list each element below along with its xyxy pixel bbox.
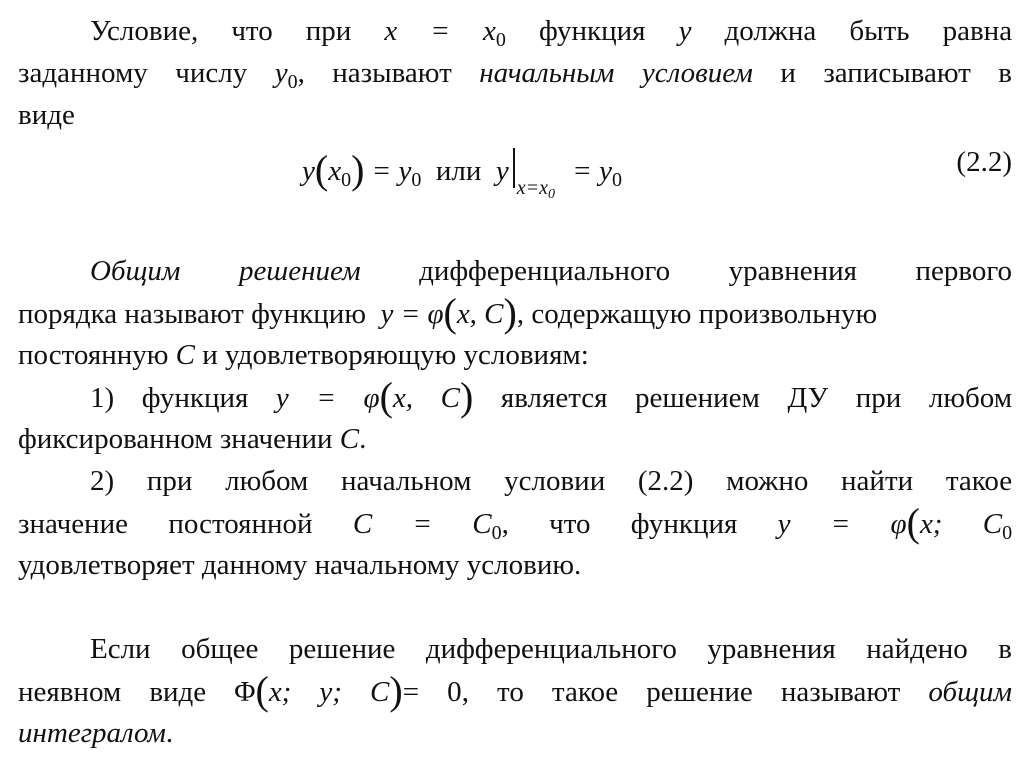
text: что — [549, 508, 591, 540]
variable-y0: y — [274, 57, 288, 89]
text: неявном — [18, 676, 122, 708]
document-page — [18, 10, 1012, 754]
text: то — [497, 676, 524, 708]
text: дифференциального — [419, 255, 671, 287]
text: постоянную — [18, 339, 169, 371]
text: и удовлетворяющую условиям: — [202, 339, 589, 371]
text: уравнения — [728, 255, 857, 287]
text: начальном — [340, 465, 472, 497]
variable-y: y — [678, 15, 692, 47]
formula-c-eq-c0: $C = C_0$, — [352, 508, 509, 544]
text: является — [500, 382, 608, 414]
paragraph-1-line-2 — [18, 52, 1012, 94]
paragraph-3-line-1 — [18, 628, 1012, 670]
text: фиксированном значении — [18, 423, 333, 455]
variable-c: C — [175, 339, 195, 371]
text: решение — [646, 676, 753, 708]
text: первого — [915, 255, 1013, 287]
text: условии (2.2) — [504, 465, 694, 497]
text: удовлетворяет данному начальному условию. — [18, 549, 582, 581]
text: при — [855, 382, 902, 414]
text: Если общее решение дифференциального уравнения найдено в — [90, 633, 1012, 665]
text: функция — [141, 382, 249, 414]
list-item-1-line-1 — [18, 376, 1012, 418]
text: называют — [780, 676, 901, 708]
list-item-2-line-3 — [18, 544, 1012, 586]
formula-x-eq-x0: $x = x_0$ — [384, 15, 506, 51]
formula-y-phi: y = φ(x, C) — [380, 290, 517, 335]
text: при — [305, 15, 352, 47]
list-number: 2) — [90, 465, 115, 497]
term-solution: решением — [238, 255, 361, 287]
term-general-integral-1: общим — [928, 676, 1013, 708]
text: должна — [724, 15, 817, 47]
text: равна — [942, 15, 1013, 47]
term-initial-condition: начальным условием — [479, 57, 753, 89]
text: виде — [18, 99, 75, 131]
text: Условие, — [90, 15, 199, 47]
word-or: или — [435, 155, 482, 187]
list-item-1-line-2 — [18, 418, 1012, 460]
text: при — [146, 465, 193, 497]
text: быть — [849, 15, 910, 47]
equation-number: (2.2) — [956, 146, 1012, 178]
formula-y-phi: y = φ(x, C) — [275, 374, 474, 419]
text: значение — [18, 508, 129, 540]
formula-2-2-line — [18, 136, 1012, 208]
list-number: 1) — [90, 382, 115, 414]
paragraph-2-line-2 — [18, 292, 1012, 334]
text: что — [231, 15, 273, 47]
text: любом — [928, 382, 1013, 414]
text: любом — [225, 465, 309, 497]
formula-phi-implicit: Φ(x; y; C)= 0, — [234, 668, 469, 713]
text: . — [359, 423, 367, 455]
text: такое — [551, 676, 619, 708]
text: виде — [149, 676, 207, 708]
variable-c: C — [339, 423, 360, 455]
text: можно — [726, 465, 809, 497]
text: . — [165, 717, 174, 749]
text: , содержащую произвольную — [516, 298, 878, 330]
text: постоянной — [168, 508, 313, 540]
paragraph-2-line-3 — [18, 334, 1012, 376]
paragraph-2-line-1 — [18, 250, 1012, 292]
text: найти — [841, 465, 914, 497]
paragraph-3-line-3 — [18, 712, 1012, 754]
text: функция — [630, 508, 738, 540]
formula-y-phi-c0: y = φ(x; $C_0$ — [777, 500, 1013, 545]
text: решением — [635, 382, 760, 414]
text: такое — [945, 465, 1013, 497]
text: порядка называют функцию — [18, 298, 366, 330]
text: и записывают в — [780, 57, 1012, 89]
list-item-2-line-1 — [18, 460, 1012, 502]
paragraph-3-line-2 — [18, 670, 1012, 712]
text: функция — [538, 15, 646, 47]
term-general: Общим — [90, 255, 181, 287]
text: ДУ — [787, 382, 829, 414]
term-general-integral-2: интегралом — [18, 717, 166, 749]
list-item-2-line-2 — [18, 502, 1012, 544]
paragraph-1-line-3 — [18, 94, 1012, 136]
text-group: заданному числу $y_0$, называют — [18, 57, 452, 93]
formula-2-2: $y(x_0) = y_0$ или $y_{x=x_0} = y_0$ — [302, 147, 622, 202]
paragraph-1-line-1 — [18, 10, 1012, 52]
